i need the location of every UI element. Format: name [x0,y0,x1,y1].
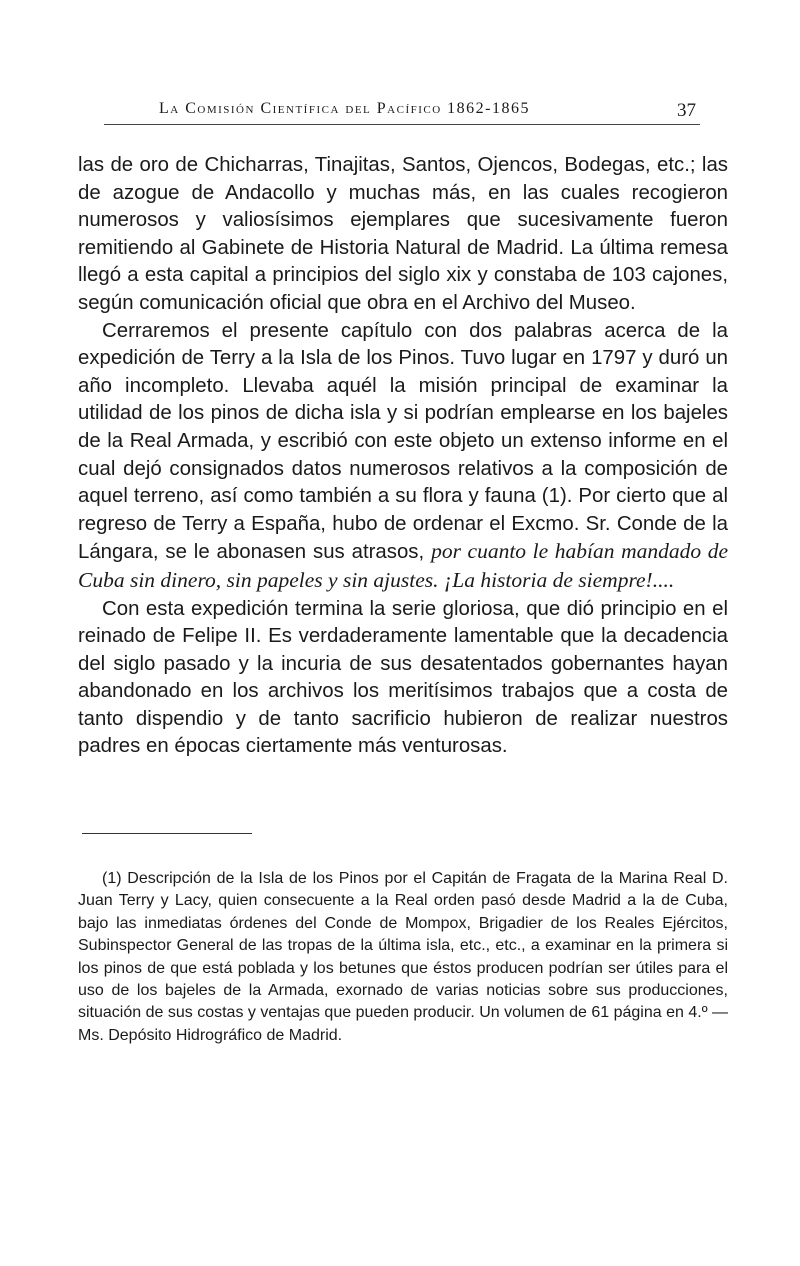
footnote-rule [82,833,252,834]
paragraph-2-text: Cerraremos el presente capítulo con dos palabras acerca de la expedición de Terry a la Isla de los Pinos. Tuvo lugar en 1797 y duró un año incompleto. Llevaba aquél la misión principal de examinar la utilidad de los pinos de dicha isla y si podrían emplearse en los bajeles de la Real Armada, y escribió con este objeto un extenso informe en el cual dejó consignados datos numerosos relativos a la composición de aquel terreno, así como también a su flora y fauna (1). Por cierto que al regreso de Terry a España, hubo de ordenar el Excmo. Sr. Conde de la Lángara, se le abonasen sus atrasos, [78,319,728,564]
paragraph-2-italic-quote: por cuanto le habían mandado de Cuba sin dinero, sin papeles y sin ajustes. ¡La historia de siempre!.... [78,539,728,592]
paragraph-2 [78,318,728,596]
footnote: (1) Descripción de la Isla de los Pinos por el Capitán de Fragata de la Marina Real D. Juan Terry y Lacy, quien consecuente a la Real orden pasó desde Madrid a la de Cuba, bajo las inmediatas órdenes del Conde de Mompox, Brigadier de los Reales Ejércitos, Subinspector General de las tropas de la última isla, etc., etc., a examinar en la primera si los pinos de que está poblada y los betunes que éstos producen podrían ser útiles para el uso de los bajeles de la Armada, exornado de varias noticias sobre sus producciones, situación de sus costas y ventajas que pueden producir. Un volumen de 61 página en 4.º — Ms. Depósito Hidrográfico de Madrid. [78,870,728,1044]
running-title: La Comisión Científica del Pacífico 1862-1865 [159,100,531,117]
paragraph-1: las de oro de Chicharras, Tinajitas, Santos, Ojencos, Bodegas, etc.; las de azogue de Andacollo y muchas más, en las cuales recogieron numerosos y valiosísimos ejemplares que sucesivamente fueron remitiendo al Gabinete de Historia Natural de Madrid. La última remesa llegó a esta capital a principios del siglo xix y constaba de 103 cajones, según comunicación oficial que obra en el Archivo del Museo. [78,154,728,314]
header-rule [104,124,700,125]
paragraph-3: Con esta expedición termina la serie gloriosa, que dió principio en el reinado de Felipe II. Es verdaderamente lamentable que la decadencia del siglo pasado y la incuria de sus desatentados gobernantes hayan abandonado en los archivos los meritísimos trabajos que a costa de tanto dispendio y de tanto sacrificio hubieron de realizar nuestros padres en épocas ciertamente más venturosas. [78,597,728,758]
body-text [78,152,728,761]
page-number: 37 [677,100,696,121]
running-head [104,100,700,124]
